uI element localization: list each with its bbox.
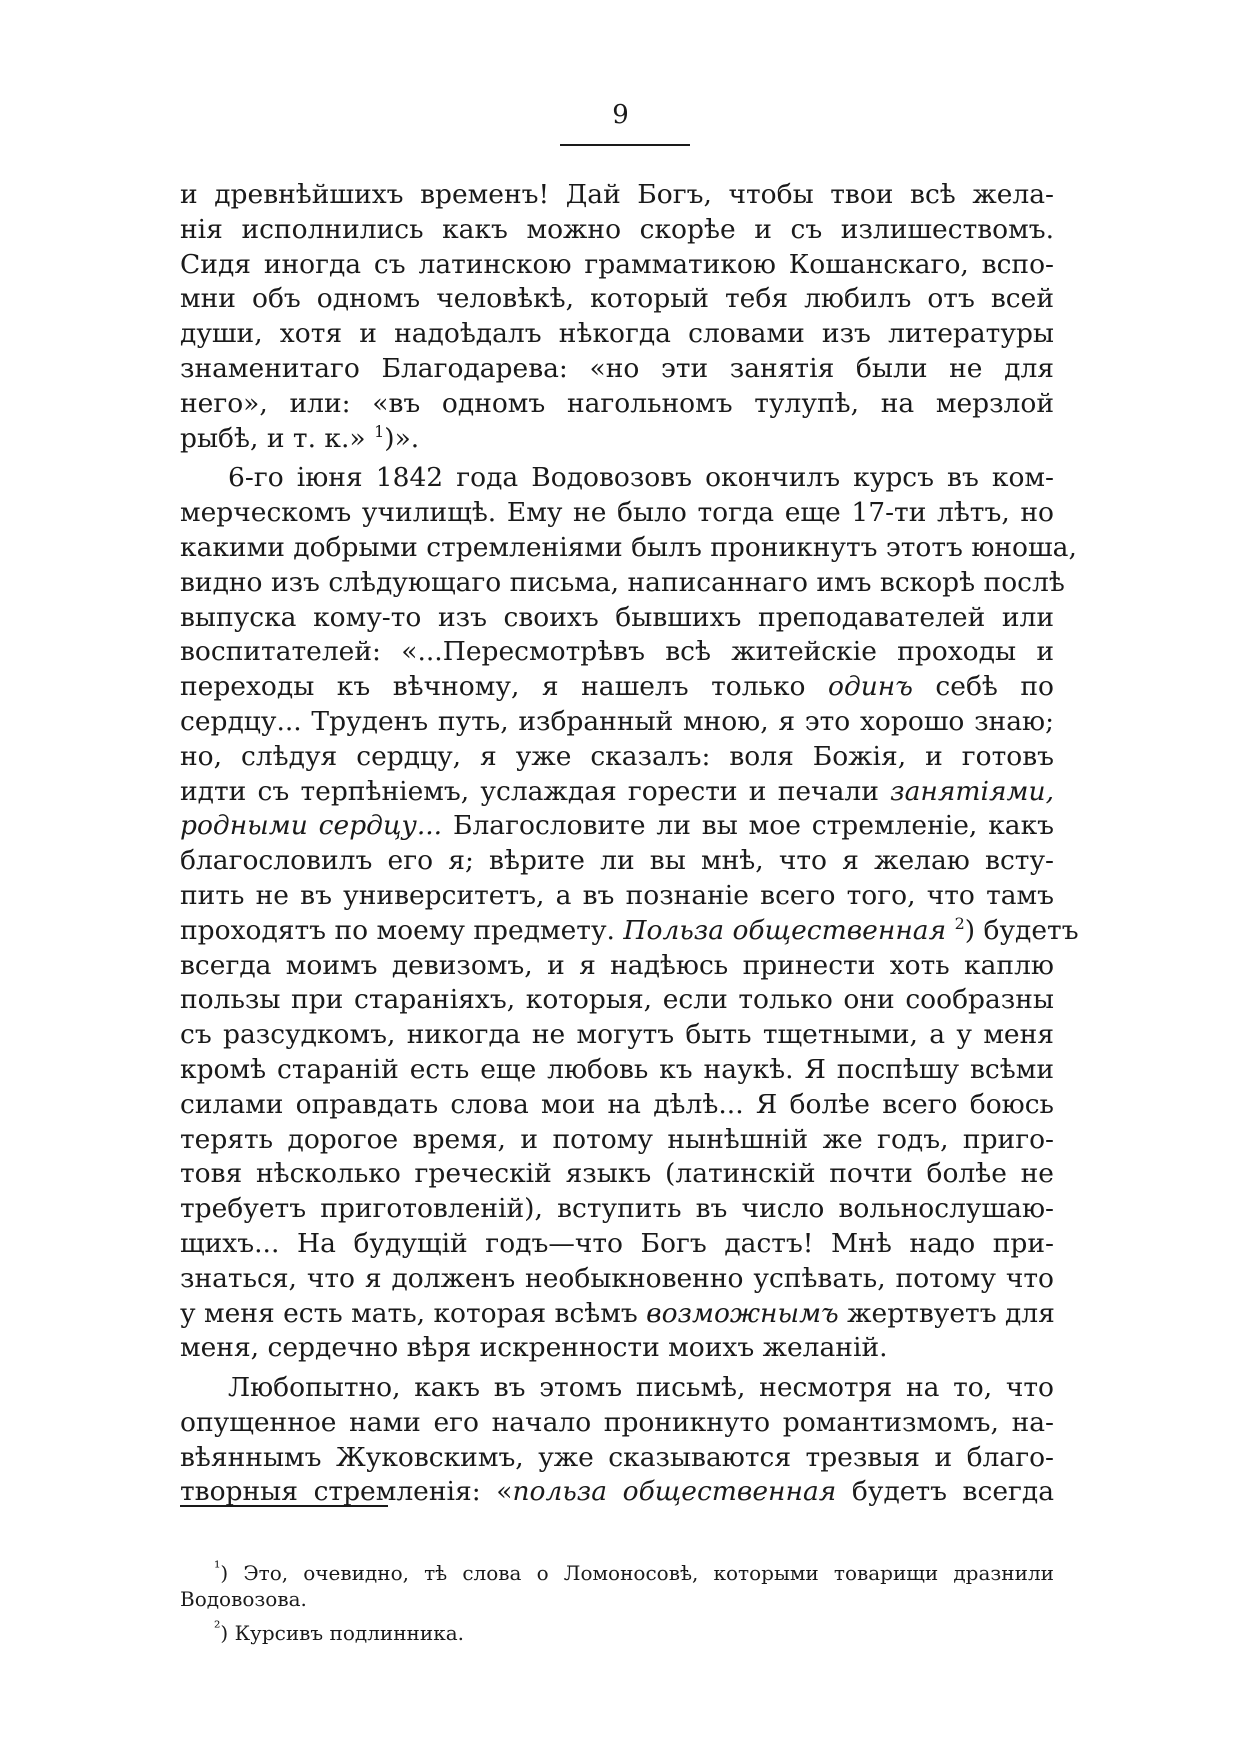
italic-text: занятіями, [890, 775, 1054, 807]
text-line [180, 809, 1054, 844]
text-line [180, 422, 1054, 457]
text-line: вѣяннымъ Жуковскимъ, уже сказываются трезвыя и благо- [180, 1441, 1054, 1473]
text-segment: у меня есть мать, которая всѣмъ [180, 1297, 647, 1329]
italic-text: Польза общественная [623, 914, 947, 946]
text-segment: проходятъ по моему предмету. [180, 914, 624, 946]
text-segment: жертвуетъ для [838, 1297, 1055, 1329]
text-segment: Благословите ли вы мое стремленіе, какъ [442, 810, 1054, 842]
text-line: всегда моимъ девизомъ, и я надѣюсь принести хоть каплю [180, 949, 1054, 981]
text-line: видно изъ слѣдующаго письма, написаннаго имъ вскорѣ послѣ [180, 566, 1065, 598]
footnote-ref-1: 1 [374, 421, 385, 441]
italic-text: польза общественная [512, 1476, 837, 1508]
text-segment: ) Курсивъ подлинника. [220, 1621, 464, 1645]
footnote-mark: ¹ [214, 1557, 221, 1577]
footnote-ref-2: 2 [954, 913, 965, 933]
text-line: требуетъ приготовленій), вступить въ число вольнослушаю- [180, 1193, 1054, 1225]
italic-text: одинъ [827, 671, 913, 703]
text-line: пользы при стараніяхъ, которыя, если только они сообразны [180, 984, 1054, 1016]
text-line: нія исполнились какъ можно скорѣе и съ излишествомъ. [180, 213, 1054, 245]
text-line: мерческомъ училищѣ. Ему не было тогда еще 17-ти лѣтъ, но [180, 497, 1054, 529]
text-line: знаться, что я долженъ необыкновенно успѣвать, потому что [180, 1262, 1054, 1294]
text-line: меня, сердечно вѣря искренности моихъ желаній. [180, 1332, 888, 1364]
footnote-rule [180, 1505, 388, 1507]
text-line: Сидя иногда съ латинскою грамматикою Кошанскаго, вспо- [180, 248, 1054, 280]
text-segment: рыбѣ, и т. к.» [180, 422, 375, 454]
text-segment: творныя стремленія: « [180, 1476, 513, 1508]
text-line: опущенное нами его начало проникнуто романтизмомъ, на- [180, 1406, 1054, 1438]
footnote-2 [180, 1617, 1054, 1646]
text-line: Любопытно, какъ въ этомъ письмѣ, несмотря на то, что [228, 1372, 1054, 1404]
text-segment: переходы къ вѣчному, я нашелъ только [180, 671, 828, 703]
text-line: кромѣ стараній есть еще любовь къ наукѣ. Я поспѣшу всѣми [180, 1053, 1054, 1085]
footnote-line [180, 1557, 1054, 1586]
footnote-mark: ² [214, 1617, 221, 1637]
footnote-line [180, 1617, 1054, 1646]
text-line [180, 670, 1054, 705]
text-line: благословилъ его я; вѣрите ли вы мнѣ, что я желаю всту- [180, 845, 1054, 877]
footnotes [180, 1557, 1054, 1646]
footnote-1 [180, 1557, 1054, 1612]
body-text [180, 178, 1079, 1510]
text-line: выпуска кому-то изъ своихъ бывшихъ преподавателей или [180, 601, 1054, 633]
text-line: какими добрыми стремленіями былъ проникнутъ этотъ юноша, [180, 531, 1077, 563]
header-rule [560, 144, 690, 146]
text-line [180, 775, 1054, 810]
text-line: мни объ одномъ человѣкѣ, который тебя любилъ отъ всей [180, 283, 1054, 315]
text-segment: будетъ всегда [836, 1476, 1055, 1508]
paragraph-1 [180, 178, 1054, 456]
page-number: 9 [612, 100, 629, 130]
paragraph-2 [180, 461, 1079, 1366]
text-line: знаменитаго Благодарева: «но эти занятія были не для [180, 352, 1054, 384]
italic-text: возможнымъ [646, 1297, 839, 1329]
text-line: съ разсудкомъ, никогда не могутъ быть тщетными, а у меня [180, 1019, 1054, 1051]
text-segment: )». [384, 422, 420, 454]
footnote-line: Водовозова. [180, 1587, 307, 1611]
text-line: 6-го іюня 1842 года Водовозовъ окончилъ курсъ въ ком- [228, 462, 1054, 494]
text-line: и древнѣйшихъ временъ! Дай Богъ, чтобы твои всѣ жела- [180, 179, 1054, 210]
text-segment: ) Это, очевидно, тѣ слова о Ломоносовѣ, которыми товарищи дразнили [220, 1561, 1054, 1585]
text-line: сердцу... Труденъ путь, избранный мною, я это хорошо знаю; [180, 705, 1054, 737]
text-line: товя нѣсколько греческій языкъ (латинскій почти болѣе не [180, 1158, 1054, 1190]
text-line: воспитателей: «...Пересмотрѣвъ всѣ житейскіе проходы и [180, 636, 1054, 668]
text-line: пить не въ университетъ, а въ познаніе всего того, что тамъ [180, 879, 1054, 911]
text-segment: себѣ по [912, 671, 1054, 703]
text-line [180, 1297, 1054, 1332]
text-segment: ) будетъ [964, 914, 1079, 946]
paragraph-3 [180, 1371, 1054, 1510]
italic-text: родными сердцу... [180, 810, 443, 842]
text-segment: идти съ терпѣніемъ, услаждая горести и печали [180, 775, 891, 807]
text-line: но, слѣдуя сердцу, я уже сказалъ: воля Божія, и готовъ [180, 740, 1054, 772]
text-line: него», или: «въ одномъ нагольномъ тулупѣ, на мерзлой [180, 387, 1054, 419]
text-line: души, хотя и надоѣдалъ нѣкогда словами изъ литературы [180, 318, 1054, 350]
text-line [180, 913, 1079, 949]
text-line: силами оправдать слова мои на дѣлѣ... Я болѣе всего боюсь [180, 1088, 1054, 1120]
text-line: терять дорогое время, и потому нынѣшній же годъ, приго- [180, 1123, 1054, 1155]
text-line: щихъ... На будущій годъ—что Богъ дастъ! Мнѣ надо при- [180, 1227, 1054, 1259]
